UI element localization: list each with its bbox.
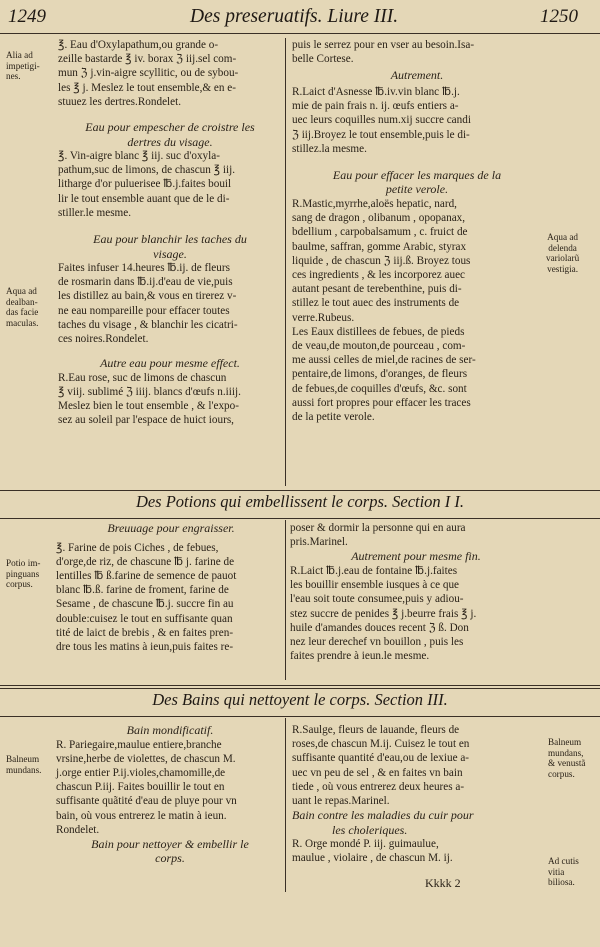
paragraph: [58, 38, 282, 109]
paragraph: [292, 38, 542, 66]
text-line: de veau,de mouton,de pourceau , com-: [292, 339, 466, 352]
recipe-title: Autrement pour mesme fin.: [351, 549, 481, 564]
section-rule: [0, 685, 600, 686]
title-line: corps.: [155, 851, 185, 866]
right-page-number: 1250: [540, 6, 578, 27]
text-line: stillez le tout auec des instruments de: [292, 297, 460, 310]
text-line: me aussi celles de miel,de racines de ser-: [292, 354, 476, 367]
margin-line: Aqua ad: [547, 232, 579, 242]
top-left-column: [58, 38, 282, 428]
paragraph: [58, 261, 282, 346]
title-line: petite verole.: [385, 182, 449, 197]
text-line: pris.Marinel.: [290, 536, 348, 549]
title-line: Eau pour empescher de croistre les: [85, 120, 255, 135]
text-line: belle Cortese.: [292, 53, 354, 66]
margin-note-potio: [6, 558, 40, 590]
text-line: stez succre de penides ℥ j.beurre frais ℥ j.: [290, 607, 477, 620]
text-line: uant le repas.Marinel.: [292, 795, 390, 808]
margin-line: variolarũ: [546, 253, 580, 264]
text-line: aussi fort propres pour effacer les traces: [292, 396, 471, 409]
text-line: de la petite verole.: [292, 410, 375, 423]
margin-line: impetigi-: [6, 60, 40, 71]
text-line: ℥. Vin-aigre blanc ℥ iij. suc d'oxyla-: [58, 150, 220, 163]
text-line: suffisante quantité d'eau,ou de lexiue a-: [292, 752, 470, 765]
recipe-title: Breuuage pour engraisser.: [107, 521, 235, 535]
section-rule: [0, 518, 600, 519]
title-line: Bain pour nettoyer & embellir le: [91, 836, 249, 851]
text-line: stillez.la mesme.: [292, 142, 367, 155]
recipe-title: Autrement.: [390, 68, 444, 83]
text-line: dre tous les matins à ieun,puis faites re-: [56, 640, 234, 653]
text-line: les bouillir ensemble iusques à ce que: [290, 579, 460, 592]
text-line: de febues,de coquilles d'œufs, &c. sont: [292, 382, 467, 395]
text-line: Faites infuser 14.heures ℔.ij. de fleurs: [58, 262, 230, 275]
column-divider: [285, 718, 286, 892]
bottom-left-column: [56, 723, 284, 866]
text-line: faites prendre à ieun.le mesme.: [290, 650, 430, 663]
text-line: ces ingredients , & les incorporez auec: [292, 268, 466, 281]
text-line: uec leurs coquilles num.xij succre candi: [292, 114, 471, 127]
margin-line: mundans,: [548, 747, 584, 758]
text-line: tité de laict de brebis , & en faites pren-: [56, 626, 234, 639]
section-rule: [0, 716, 600, 717]
header-rule: [0, 33, 600, 34]
recipe-title: Autre eau pour mesme effect.: [100, 356, 240, 371]
text-line: bain, où vous entrerez le matin à ieun.: [56, 809, 227, 822]
text-line: R. Orge mondé P. iij. guimaulue,: [292, 838, 439, 851]
margin-line: Potio im-: [6, 558, 41, 568]
recipe-title: [58, 232, 282, 261]
title-line: dertres du visage.: [127, 134, 213, 149]
recipe-title: [292, 168, 542, 197]
text-line: de rosmarin dans ℔.ij.d'eau de vie,puis: [58, 276, 233, 289]
section-rule: [0, 688, 600, 689]
paragraph: [292, 197, 542, 325]
text-line: R.Eau rose, suc de limons de chascun: [58, 371, 227, 384]
paragraph: [290, 564, 542, 663]
text-line: baulme, saffran, gomme Arabic, styrax: [292, 240, 467, 253]
margin-line: delenda: [548, 242, 577, 253]
margin-note-variolarum: [546, 232, 579, 274]
margin-line: Balneum: [548, 737, 582, 747]
text-line: nez leur derechef vn bouillon , puis les: [290, 635, 464, 648]
margin-line: biliosa.: [548, 877, 575, 888]
paragraph: [292, 85, 542, 156]
column-divider: [285, 38, 286, 486]
paragraph: [56, 541, 286, 655]
text-line: liquide , de chascun ℨ iij.ß. Broyez tous: [292, 254, 471, 267]
recipe-title: [56, 837, 284, 866]
text-line: les distillez au bain,& vous en tirerez v-: [58, 290, 237, 303]
text-line: sang de dragon , olibanum , opopanax,: [292, 212, 466, 225]
text-line: Meslez bien le tout ensemble , & l'expo-: [58, 400, 239, 413]
text-line: ℨ iij.Broyez le tout ensemble,puis le di-: [292, 128, 470, 141]
text-line: ℥ viij. sublimé ℨ iiij. blancs d'œufs n.iiij.: [58, 385, 241, 398]
margin-line: & venustã: [548, 758, 586, 769]
text-line: R.Laict d'Asnesse ℔.iv.vin blanc ℔.j.: [292, 85, 460, 98]
text-line: taches du visage , & blanchir les cicatri-: [58, 318, 238, 331]
text-line: ces noires.Rondelet.: [58, 333, 149, 346]
text-line: Sesame , de chascune ℔.j. succre fin au: [56, 598, 234, 611]
text-line: R. Pariegaire,maulue entiere,branche: [56, 738, 222, 751]
section-2-title: Des Potions qui embellissent le corps. Section I I.: [135, 492, 465, 511]
title-line: les choleriques.: [332, 822, 408, 837]
title-line: Eau pour effacer les marques de la: [332, 167, 502, 182]
margin-line: Aqua ad: [6, 286, 37, 296]
text-line: maulue , violaire , de chascun M. ij.: [292, 852, 453, 865]
margin-line: Balneum: [6, 754, 40, 764]
margin-line: maculas.: [6, 317, 39, 328]
text-line: R.Mastic,myrrhe,aloës hepatic, nard,: [292, 197, 457, 210]
text-line: l'eau soit toute consumee,puis y adiou-: [290, 593, 464, 606]
text-line: stuuez les dertres.Rondelet.: [58, 95, 182, 108]
recipe-title: [58, 120, 282, 149]
text-line: verre.Rubeus.: [292, 311, 355, 324]
title-line: Bain contre les maladies du cuir pour: [292, 808, 474, 823]
text-line: blanc ℔.ß. farine de froment, farine de: [56, 584, 229, 597]
text-line: tiede , où vous entrerez deux heures a-: [292, 780, 465, 793]
text-line: bdellium , carpobalsamum , c. fruict de: [292, 226, 468, 239]
margin-note-cutis: [548, 856, 579, 888]
margin-line: Alia ad: [6, 50, 33, 60]
text-line: lir le tout ensemble auant que de le di-: [58, 192, 230, 205]
paragraph: [56, 738, 284, 837]
running-title: Des preseruatifs. Liure III.: [190, 6, 399, 27]
text-line: double:cuisez le tout en suffisante quan: [56, 612, 233, 625]
margin-line: vestigia.: [547, 263, 579, 274]
text-line: poser & dormir la personne qui en aura: [290, 522, 466, 534]
paragraph: [292, 837, 544, 865]
text-line: ℥. Farine de pois Ciches , de febues,: [56, 541, 219, 554]
text-line: autant pesant de terebenthine, puis di-: [292, 283, 462, 296]
text-line: Rondelet.: [56, 823, 100, 836]
top-right-column: [292, 38, 542, 424]
text-line: litharge d'or puluerisee ℔.j.faites bouil: [58, 178, 232, 191]
paragraph: [292, 723, 544, 808]
margin-note-dealbandas: [6, 286, 38, 328]
middle-left-column: [56, 521, 286, 654]
text-line: mie de pain frais n. ij. œufs entiers a-: [292, 100, 459, 113]
text-line: chascun P.iij. Faites bouillir le tout en: [56, 781, 225, 794]
margin-line: das facie: [6, 307, 39, 318]
title-line: Eau pour blanchir les taches du: [93, 232, 247, 247]
paragraph: [290, 521, 542, 549]
text-line: zeille bastarde ℥ iv. borax ℨ iij.sel com-: [58, 53, 237, 66]
margin-line: corpus.: [6, 579, 33, 590]
text-line: stiller.le mesme.: [58, 206, 132, 219]
text-line: ne eau nompareille pour effacer toutes: [58, 304, 230, 317]
text-line: suffisante quãtité d'eau de pluye pour vn: [56, 795, 237, 808]
text-line: Les Eaux distillees de febues, de pieds: [292, 325, 465, 338]
text-line: ℥. Eau d'Oxylapathum,ou grande o-: [58, 39, 219, 51]
text-line: puis le serrez pour en vser au besoin.Isa-: [292, 39, 475, 51]
text-line: R.Saulge, fleurs de lauande, fleurs de: [292, 724, 460, 736]
text-line: vrsine,herbe de violettes, de chascun M.: [56, 752, 236, 765]
signature-mark: Kkkk 2: [425, 876, 461, 890]
text-line: sez au soleil par l'espace de huict iours,: [58, 414, 234, 427]
text-line: lentilles ℔ ß.farine de semence de pauot: [56, 569, 237, 582]
recipe-title: [292, 808, 544, 837]
text-line: roses,de chascun M.ij. Cuisez le tout en: [292, 738, 470, 751]
section-rule: [0, 490, 600, 491]
left-page-number: 1249: [8, 6, 46, 27]
paragraph: [58, 371, 282, 428]
text-line: mun ℨ j.vin-aigre scyllitic, ou de sybou-: [58, 67, 239, 80]
paragraph: [58, 149, 282, 220]
text-line: pentaire,de limons, d'oranges, de fleurs: [292, 368, 468, 381]
middle-right-column: [290, 521, 542, 663]
margin-line: dealban-: [6, 296, 38, 307]
text-line: d'orge,de riz, de chascune ℔ j. farine de: [56, 555, 235, 568]
column-divider: [285, 520, 286, 680]
margin-line: mundans.: [6, 764, 42, 775]
margin-note-impetigines: [6, 50, 40, 82]
paragraph: [292, 325, 542, 424]
margin-line: corpus.: [548, 768, 575, 779]
text-line: les ℥ j. Meslez le tout ensemble,& en e-: [58, 81, 236, 94]
margin-note-balneum-left: [6, 754, 41, 775]
text-line: uec vn peu de sel , & en faites vn bain: [292, 766, 463, 779]
margin-note-balneum-right: [548, 737, 586, 779]
margin-line: pinguans: [6, 568, 40, 579]
margin-line: Ad cutis: [548, 856, 579, 866]
margin-line: nes.: [6, 71, 21, 82]
recipe-title: Bain mondificatif.: [126, 723, 214, 737]
text-line: huile d'amandes douces recent ℨ ß. Don: [290, 621, 469, 634]
margin-line: vitia: [548, 866, 565, 877]
text-line: j.orge entier P.ij.violes,chamomille,de: [56, 766, 226, 779]
title-line: visage.: [153, 246, 187, 261]
section-3-title: Des Bains qui nettoyent le corps. Section III.: [152, 690, 448, 709]
text-line: R.Laict ℔.j.eau de fontaine ℔.j.faites: [290, 564, 458, 577]
text-line: pathum,suc de limons, de chascun ℥ iij.: [58, 164, 236, 177]
bottom-right-column: [292, 723, 544, 866]
